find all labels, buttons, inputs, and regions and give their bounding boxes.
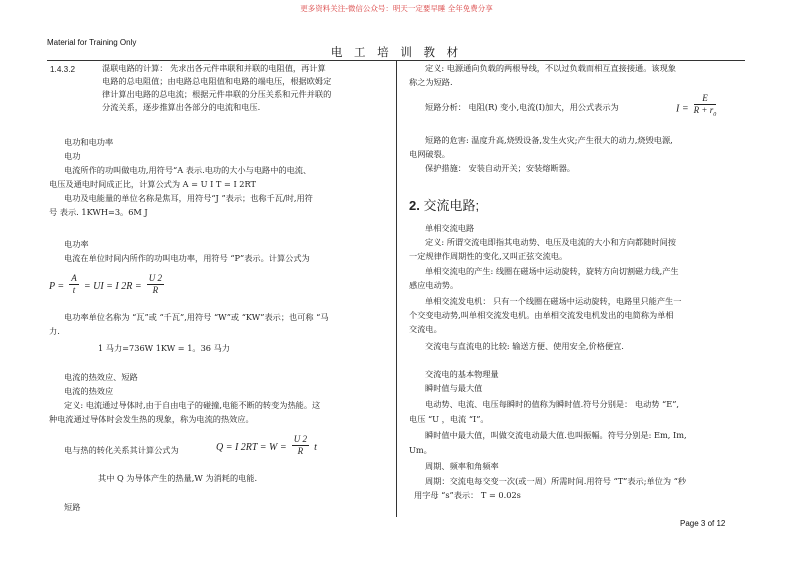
para-short-def-2: 称之为短路. [409, 77, 453, 87]
para-short-harm-1: 短路的危害: 温度升高,烧毁设备,发生火灾;产生很大的动力,烧毁电源, [425, 135, 673, 145]
heading-electric-work: 电功 [64, 151, 81, 161]
para-generator-2: 个交变电动势,叫单相交流发电机。由单相交流发电机发出的电简称为单相 [409, 310, 674, 320]
column-divider [396, 60, 397, 517]
para-power-unit-1: 电功率单位名称为 “瓦”或 “千瓦”,用符号 “W”或 “KW”表示；也可称 “马 [64, 312, 329, 322]
para-max-1: 瞬时值中最大值，叫做交流电动最大值.也叫振幅。符号分别是: Em, Im, [425, 430, 687, 440]
para-heat-formula: 电与热的转化关系其计算公式为 [64, 445, 179, 455]
para-short-def-1: 定义: 电源通向负载的两根导线，不以过负载而相互直接接通。该现象 [425, 63, 676, 73]
para-unit-1: 电功及电能量的单位名称是焦耳，用符号“J ”表示；也称千瓦/时,用符 [64, 193, 313, 203]
para-instant-1: 电动势、电流、电压每瞬时的值称为瞬时值.符号分别是： 电动势 “E”, [425, 399, 680, 409]
para-period-1: 周期：交流电每交变一次(或一周）所需时间.用符号 “T”表示;单位为 “秒 [425, 476, 687, 486]
formula-heat: Q = I 2RT = W = $\frac{U 2}{R}$ t [216, 434, 317, 456]
page-number: Page 3 of 12 [680, 519, 726, 528]
para-heat-note: 其中 Q 为导体产生的热量,W 为消耗的电能. [98, 473, 258, 483]
section-heading-ac: 2. 交流电路; [409, 198, 480, 213]
para-unit-2: 号 表示. 1KWH=3。6M J [49, 207, 148, 217]
heading-single-phase: 单相交流电路 [425, 223, 475, 233]
section-number: 1.4.3.2 [50, 65, 76, 74]
para-power: 电流在单位时间内所作的功叫电功率，用符号 “P”表示。计算公式为 [64, 253, 310, 263]
heading-short-circuit: 短路 [64, 502, 81, 512]
para-ac-def-2: 一定规律作周期性的变化,又叫正弦交流电。 [409, 251, 568, 261]
para-short-analysis: 短路分析： 电阻(R) 变小,电流(I)加大，用公式表示为 [425, 102, 619, 112]
para-generator-3: 交流电。 [409, 324, 442, 334]
formula-short-current: I = $\frac{E}{R + r_0}$ [676, 93, 717, 118]
para-work-1: 电流所作的功叫做电功,用符号“A 表示.电功的大小与电路中的电流、 [64, 165, 312, 175]
para-generator-1: 单相交流发电机： 只有一个线圈在磁场中运动旋转，电路里只能产生一 [425, 296, 682, 306]
heading-heat-short: 电流的热效应、短路 [64, 372, 138, 382]
para-protection: 保护措施： 安装自动开关；安装熔断器。 [425, 163, 575, 173]
para-ac-gen-1: 单相交流电的产生: 线圈在磁场中运动旋转，旋转方向切割磁力线,产生 [425, 266, 679, 276]
para-ac-vs-dc: 交流电与直流电的比较: 输送方便、使用安全,价格便宜. [425, 341, 624, 351]
para-heat-2: 种电流通过导体时会发生热的现象，称为电流的热效应。 [49, 414, 254, 424]
heading-electric-work-power: 电功和电功率 [64, 137, 114, 147]
intro-line-2: 电路的总电阻值；由电路总电阻值和电路的端电压，根据欧姆定 [102, 76, 332, 86]
heading-period-freq: 周期、频率和角频率 [425, 461, 499, 471]
para-ac-gen-2: 感应电动势。 [409, 280, 459, 290]
para-short-harm-2: 电网破裂。 [409, 149, 450, 159]
para-heat-1: 定义: 电流通过导体时,由于自由电子的碰撞,电能不断的转变为热能。这 [64, 400, 321, 410]
intro-line-4: 分流关系，逐步推算出各部分的电流和电压. [102, 102, 261, 112]
heading-basic-quantities: 交流电的基本物理量 [425, 369, 499, 379]
header-title: 电 工 培 训 教 材 [330, 45, 463, 59]
header-label: Material for Training Only [47, 38, 137, 47]
formula-power: P = $\frac{A}{t}$ = UI = I 2R = $\frac{U 2}{R}$ [49, 273, 162, 295]
heading-heat-effect: 电流的热效应 [64, 386, 114, 396]
horsepower-conversion: 1 马力=736W 1KW = 1。36 马力 [98, 343, 230, 353]
intro-line-1: 混联电路的计算： 先求出各元件串联和并联的电阻值，再计算 [102, 63, 326, 73]
para-ac-def-1: 定义: 所谓交流电即指其电动势、电压及电流的大小和方向都随时间按 [425, 237, 676, 247]
para-max-2: Um。 [409, 445, 432, 455]
top-banner: 更多资料关注-微信公众号：明天一定要早睡 全年免费分享 [300, 4, 493, 13]
para-period-2: 用字母 “s”表示： T = 0.02s [414, 490, 521, 500]
heading-instant-max: 瞬时值与最大值 [425, 383, 483, 393]
para-instant-2: 电压 “U ，电流 “I”。 [409, 414, 489, 424]
para-power-unit-2: 力. [49, 326, 60, 336]
heading-power: 电功率 [64, 239, 89, 249]
intro-line-3: 律计算出电路的总电流；根据元件串联的分压关系和元件并联的 [102, 89, 332, 99]
para-work-2: 电压及通电时间成正比，计算公式为 A = U I T = I 2RT [49, 179, 256, 189]
